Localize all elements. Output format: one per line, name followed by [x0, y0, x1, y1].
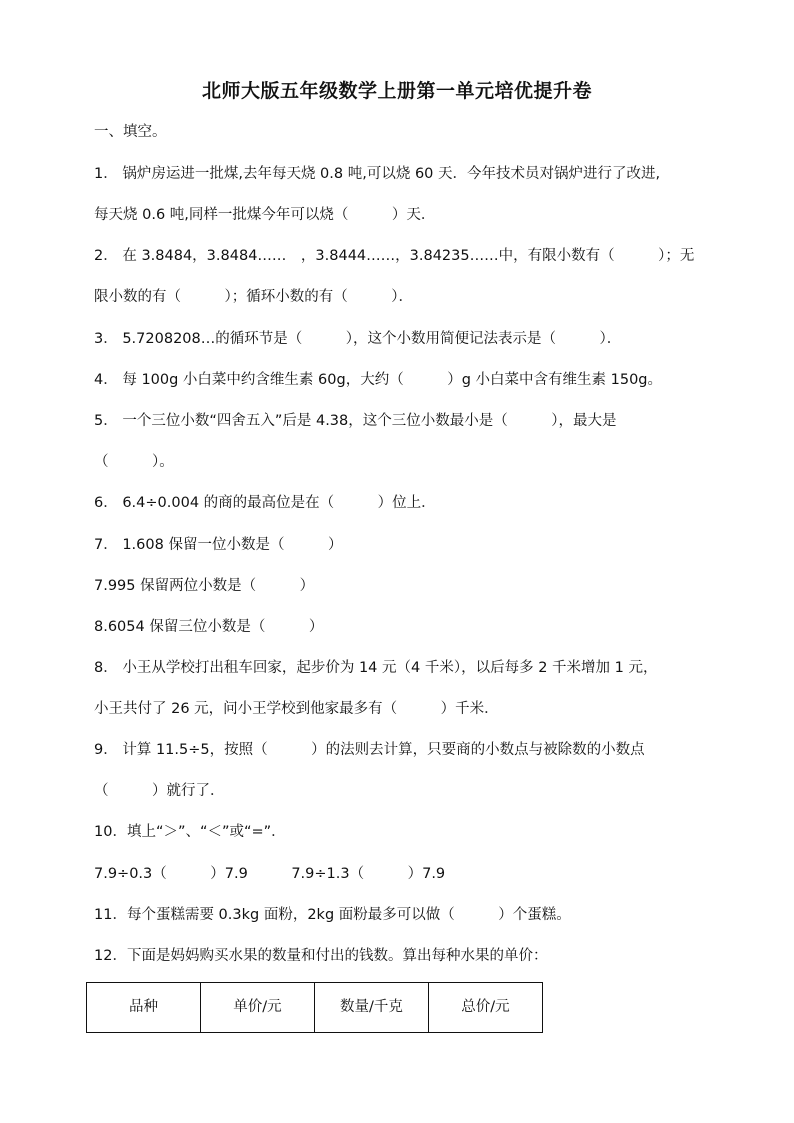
question-2-line-2: 限小数的有（ ）；循环小数的有（ ）． — [94, 289, 413, 305]
table-header-cell: 单价/元 — [201, 983, 315, 1033]
question-5-line-1: 5． 一个三位小数“四舍五入”后是 4.38，这个三位小数最小是（ ），最大是 — [94, 413, 617, 429]
question-7-line-3: 8.6054 保留三位小数是（ ） — [94, 619, 324, 635]
question-10-line-2: 7.9÷0.3（ ）7.9 7.9÷1.3（ ）7.9 — [94, 866, 446, 882]
section-heading: 一、填空。 — [94, 124, 167, 140]
question-7-line-1: 7． 1.608 保留一位小数是（ ） — [94, 537, 343, 553]
page-title: 北师大版五年级数学上册第一单元培优提升卷 — [201, 80, 592, 102]
table-header-cell: 数量/千克 — [315, 983, 429, 1033]
table-header-cell: 总价/元 — [429, 983, 543, 1033]
question-2-line-1: 2． 在 3.8484，3.8484…… ，3.8444……，3.84235……中，有限小数有（ ）；无 — [94, 248, 695, 264]
question-10-line-1: 10．填上“＞”、“＜”或“=”． — [94, 824, 286, 840]
question-12: 12．下面是妈妈购买水果的数量和付出的钱数。算出每种水果的单价： — [94, 948, 548, 964]
question-6: 6． 6.4÷0.004 的商的最高位是在（ ）位上． — [94, 495, 436, 511]
fruit-price-table — [86, 982, 543, 1033]
question-11: 11．每个蛋糕需要 0.3kg 面粉，2kg 面粉最多可以做（ ）个蛋糕。 — [94, 907, 571, 923]
question-9-line-2: （ ）就行了． — [94, 783, 225, 799]
question-8-line-1: 8． 小王从学校打出租车回家，起步价为 14 元（4 千米），以后每多 2 千米增加 1 元， — [94, 660, 658, 676]
question-1-line-1: 1． 锅炉房运进一批煤,去年每天烧 0.8 吨,可以烧 60 天．今年技术员对锅炉进行了改进, — [94, 166, 661, 182]
question-1-line-2: 每天烧 0.6 吨,同样一批煤今年可以烧（ ）天． — [94, 207, 436, 223]
question-7-line-2: 7.995 保留两位小数是（ ） — [94, 578, 315, 594]
question-3: 3． 5.7208208…的循环节是（ ），这个小数用简便记法表示是（ ）． — [94, 331, 622, 347]
question-5-line-2: （ ）。 — [94, 454, 174, 470]
question-4: 4． 每 100g 小白菜中约含维生素 60g，大约（ ）g 小白菜中含有维生素 150g。 — [94, 372, 662, 388]
table-header-cell: 品种 — [87, 983, 201, 1033]
table-header-row — [87, 983, 543, 1033]
question-9-line-1: 9． 计算 11.5÷5，按照（ ）的法则去计算，只要商的小数点与被除数的小数点 — [94, 742, 645, 758]
question-8-line-2: 小王共付了 26 元，问小王学校到他家最多有（ ）千米． — [94, 701, 499, 717]
